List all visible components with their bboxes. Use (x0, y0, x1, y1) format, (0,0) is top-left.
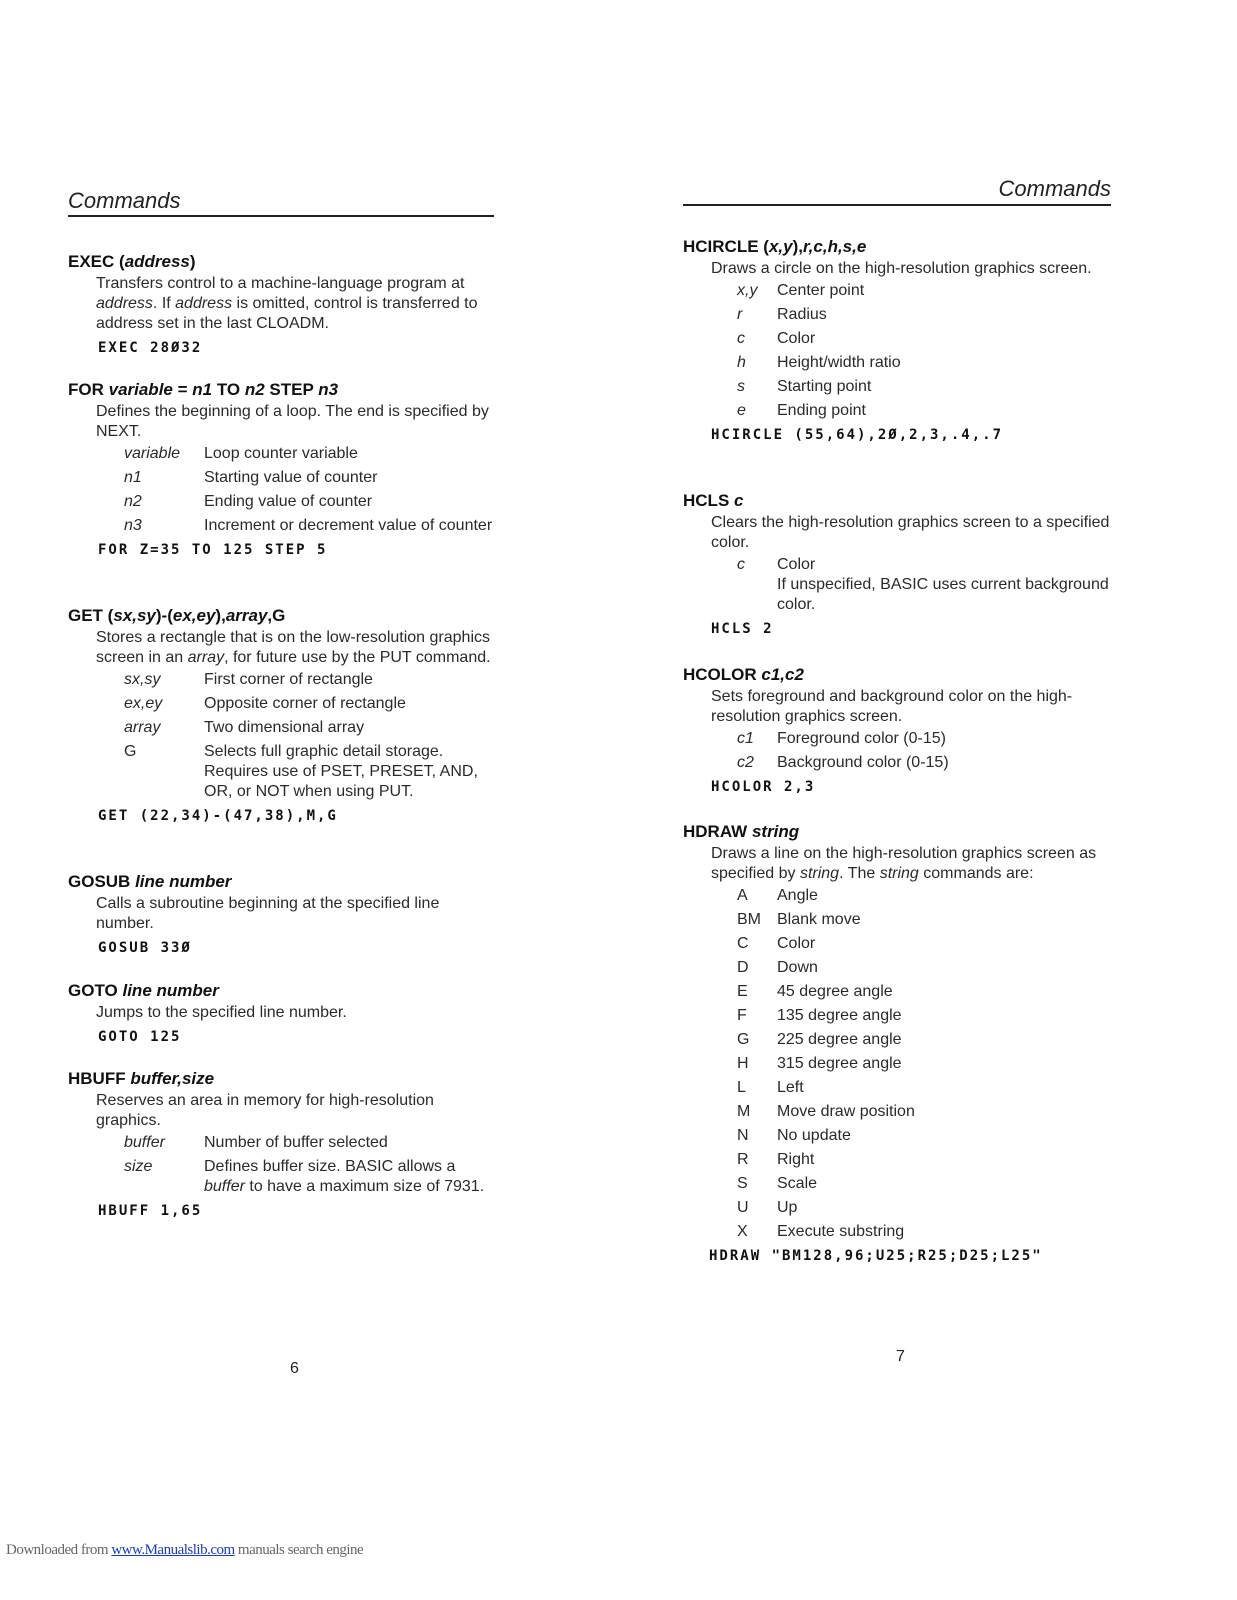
running-head-left: Commands (68, 188, 181, 213)
code-example: GOTO 125 (98, 1029, 182, 1045)
entry-hcircle (683, 237, 1113, 443)
header-rule-left (68, 215, 494, 217)
param-row: size Defines buffer size. BASIC allows a buffer to have a maximum size of 7931. (124, 1158, 485, 1195)
entry-heading: FOR variable = n1 TO n2 STEP n3 (68, 380, 339, 399)
param-row: A Angle (737, 887, 818, 904)
entry-description: Jumps to the specified line number. (96, 1004, 347, 1021)
parameter-list (124, 1133, 498, 1197)
param-row: x,y Center point (737, 282, 865, 299)
param-row: variable Loop counter variable (124, 445, 358, 462)
param-row: array Two dimensional array (124, 719, 365, 736)
param-row: D Down (737, 959, 818, 976)
entry-get (68, 606, 498, 824)
param-row: buffer Number of buffer selected (124, 1134, 388, 1151)
page-number-right: 7 (896, 1348, 905, 1365)
entry-description: Draws a line on the high-resolution graphics screen as specified by string. The string commands are: (711, 845, 1097, 882)
entry-heading: GOTO line number (68, 981, 219, 1000)
param-row: c Color If unspecified, BASIC uses current background color. (737, 556, 1109, 613)
param-row: C Color (737, 935, 816, 952)
footer-suffix: manuals search engine (234, 1542, 364, 1558)
param-row: G Selects full graphic detail storage. Requires use of PSET, PRESET, AND, OR, or NOT when using PUT. (124, 743, 478, 800)
code-example: HBUFF 1,65 (98, 1203, 203, 1219)
entry-goto (68, 981, 498, 1045)
running-head-right: Commands (998, 176, 1111, 201)
parameter-list (124, 444, 498, 536)
code-example: GET (22,34)-(47,38),M,G (98, 808, 338, 824)
entry-hbuff (68, 1069, 498, 1219)
parameter-list (737, 729, 1113, 773)
param-row: U Up (737, 1199, 798, 1216)
param-row: X Execute substring (737, 1223, 905, 1240)
code-example: HCLS 2 (711, 621, 774, 637)
param-row: E 45 degree angle (737, 983, 893, 1000)
entry-heading: HCIRCLE (x,y),r,c,h,s,e (683, 237, 867, 256)
parameter-list (737, 555, 1113, 615)
entry-heading: GET (sx,sy)-(ex,ey),array,G (68, 606, 286, 625)
code-example: HDRAW "BM128,96;U25;R25;D25;L25" (709, 1248, 1043, 1264)
parameter-list (124, 670, 498, 802)
entry-heading: HCLS c (683, 491, 744, 510)
code-example: GOSUB 33Ø (98, 940, 192, 956)
parameter-list (737, 281, 1113, 421)
param-row: n3 Increment or decrement value of counter (124, 517, 493, 534)
param-row: sx,sy First corner of rectangle (124, 671, 373, 688)
param-row: R Right (737, 1151, 815, 1168)
param-row: n1 Starting value of counter (124, 469, 378, 486)
entry-description: Clears the high-resolution graphics screen to a specified color. (711, 514, 1110, 551)
page-number-left: 6 (290, 1360, 299, 1377)
param-row: N No update (737, 1127, 851, 1144)
manualslib-link[interactable]: www.Manualslib.com (111, 1542, 235, 1558)
download-footer (6, 1542, 363, 1559)
entry-heading: GOSUB line number (68, 872, 232, 891)
param-row: F 135 degree angle (737, 1007, 902, 1024)
param-row: e Ending point (737, 402, 866, 419)
entry-for (68, 380, 498, 558)
entry-description: Defines the beginning of a loop. The end is specified by NEXT. (96, 403, 489, 440)
param-row: S Scale (737, 1175, 818, 1192)
entry-heading: HCOLOR c1,c2 (683, 665, 804, 684)
param-row: M Move draw position (737, 1103, 915, 1120)
param-row: n2 Ending value of counter (124, 493, 373, 510)
param-row: h Height/width ratio (737, 354, 901, 371)
entry-gosub (68, 872, 498, 956)
entry-description: Draws a circle on the high-resolution graphics screen. (711, 260, 1092, 277)
entry-description: Sets foreground and background color on the high-resolution graphics screen. (711, 688, 1073, 725)
code-example: EXEC 28Ø32 (98, 340, 203, 356)
entry-description: Transfers control to a machine-language program at address. If address is omitted, control is transferred to address set in the last CLOADM. (96, 275, 478, 332)
code-example: FOR Z=35 TO 125 STEP 5 (98, 542, 328, 558)
entry-exec (68, 252, 498, 356)
entry-hcls (683, 491, 1113, 637)
param-row: BM Blank move (737, 911, 861, 928)
entry-description: Reserves an area in memory for high-resolution graphics. (96, 1092, 434, 1129)
param-row: ex,ey Opposite corner of rectangle (124, 695, 406, 712)
param-row: H 315 degree angle (737, 1055, 902, 1072)
param-row: L Left (737, 1079, 804, 1096)
param-row: G 225 degree angle (737, 1031, 902, 1048)
entry-heading: HDRAW string (683, 822, 800, 841)
entry-heading: HBUFF buffer,size (68, 1069, 215, 1088)
param-row: s Starting point (737, 378, 872, 395)
entry-hdraw (683, 822, 1113, 1264)
code-example: HCIRCLE (55,64),2Ø,2,3,.4,.7 (711, 427, 1004, 443)
entry-heading: EXEC (address) (68, 252, 196, 271)
parameter-list (737, 886, 1113, 1242)
param-row: c1 Foreground color (0-15) (737, 730, 946, 747)
param-row: c Color (737, 330, 816, 347)
entry-description: Stores a rectangle that is on the low-resolution graphics screen in an array, for future use by the PUT command. (96, 629, 491, 666)
footer-prefix: Downloaded from (6, 1542, 112, 1558)
header-rule-right (683, 204, 1111, 206)
param-row: r Radius (737, 306, 827, 323)
entry-description: Calls a subroutine beginning at the specified line number. (96, 895, 440, 932)
entry-hcolor (683, 665, 1113, 795)
code-example: HCOLOR 2,3 (711, 779, 816, 795)
param-row: c2 Background color (0-15) (737, 754, 949, 771)
